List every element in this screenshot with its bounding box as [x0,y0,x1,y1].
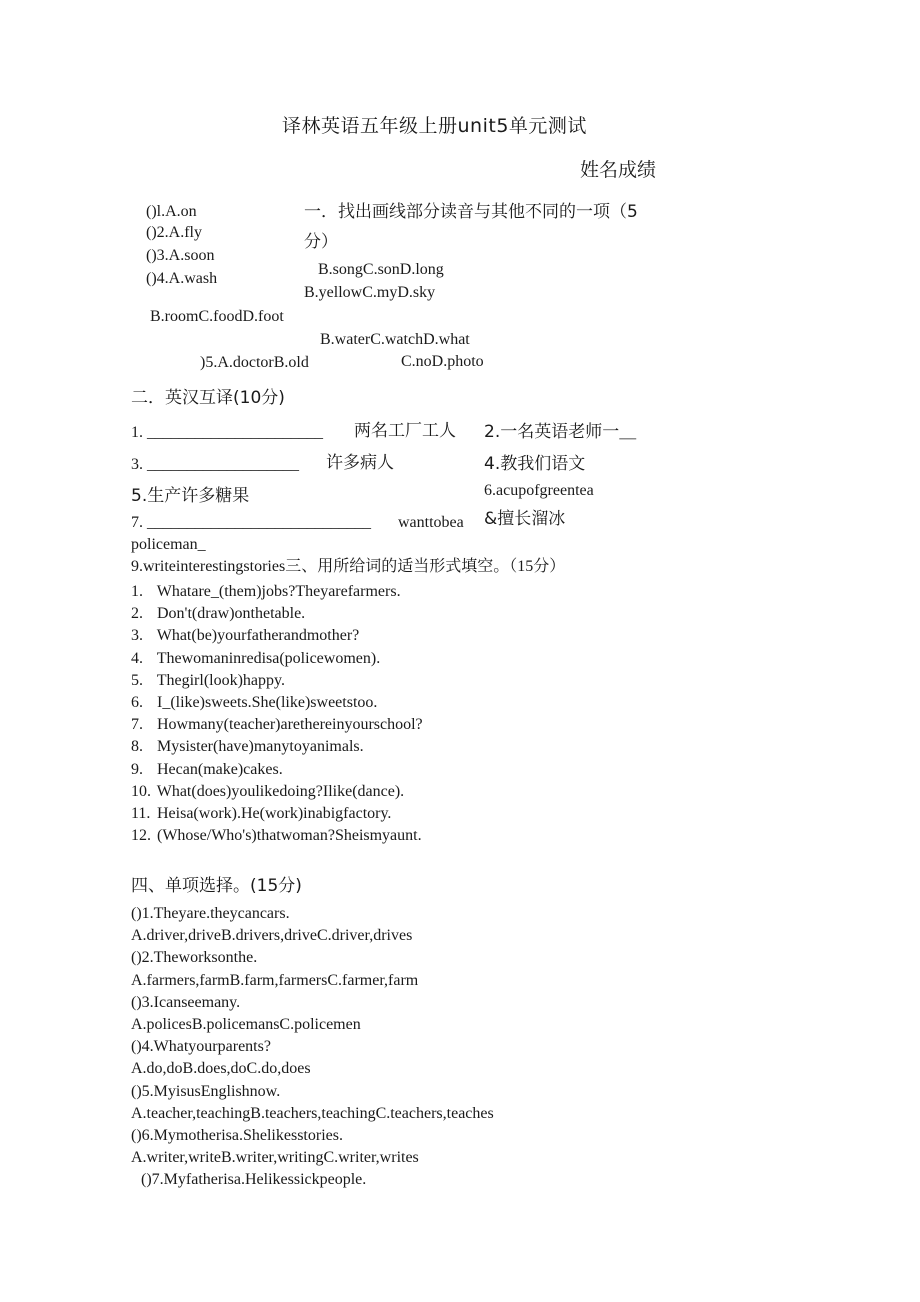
section3-list [131,581,423,847]
list-item: ()6.Mymotherisa.Shelikesstories. [131,1127,343,1145]
list-item: A.driver,driveB.drivers,driveC.driver,drives [131,927,413,945]
section4-list [131,903,494,1192]
list-item: 5. Thegirl(look)happy. [131,671,285,689]
translate-3-text: 许多病人 [326,453,394,473]
translate-7-continued: policeman_ [131,536,206,553]
translate-4: 4.教我们语文 [484,454,586,474]
page-title: 译林英语五年级上册unit5单元测试 [282,115,587,137]
question-1-options: B.songC.sonD.long [318,261,444,278]
list-item: ()2.Theworksonthe. [131,949,258,967]
list-item: ()5.MyisusEnglishnow. [131,1082,281,1100]
translate-2: 2.一名英语老师一＿ [484,422,637,442]
question-5: )5.A.doctorB.old [200,354,309,371]
question-4: ()4.A.wash [146,270,218,287]
section2-heading: 二．英汉互译(10分) [131,388,285,408]
translate-7-blank: 7. ____________________________ [131,514,371,531]
translate-1-blank: 1. ______________________ [131,424,323,441]
translate-9-and-section3-heading: 9.writeinterestingstories三、用所给词的适当形式填空。（15分） [131,558,566,575]
list-item: 11. Heisa(work).He(work)inabigfactory. [131,805,392,823]
question-5-options: C.noD.photo [401,353,484,370]
translate-8: &擅长溜冰 [484,509,566,529]
list-item: 1. Whatare_(them)jobs?Theyarefarmers. [131,583,401,600]
section4-heading: 四、单项选择。(15分) [131,876,302,896]
list-item: ()1.Theyare.theycancars. [131,905,290,922]
translate-1-text: 两名工厂工人 [354,421,456,441]
list-item: 6. I_(like)sweets.She(like)sweetstoo. [131,694,378,712]
section1-heading: 一．找出画线部分读音与其他不同的一项（5 [304,202,638,222]
translate-7-text: wanttobea [398,514,464,531]
list-item: ()7.Myfatherisa.Helikessickpeople. [141,1171,367,1189]
question-2: ()2.A.fly [146,224,202,241]
name-grade-label: 姓名成绩 [580,159,657,181]
question-2-options: B.yellowC.myD.sky [304,284,436,301]
translate-5: 5.生产许多糖果 [131,486,250,506]
question-4-options: B.waterC.watchD.what [320,331,470,348]
list-item: 9. Hecan(make)cakes. [131,760,283,778]
list-item: 4. Thewomaninredisa(policewomen). [131,649,381,667]
list-item: 3. What(be)yourfatherandmother? [131,627,360,645]
question-1: ()l.A.on [146,203,197,220]
list-item: A.writer,writeB.writer,writingC.writer,writes [131,1149,419,1167]
translate-6: 6.acupofgreentea [484,482,594,499]
list-item: A.farmers,farmB.farm,farmersC.farmer,farm [131,971,419,989]
list-item: A.policesB.policemansC.policemen [131,1016,361,1034]
list-item: A.do,doB.does,doC.do,does [131,1060,311,1078]
list-item: 7. Howmany(teacher)arethereinyourschool? [131,716,423,734]
list-item: 10. What(does)youlikedoing?Ilike(dance). [131,782,405,800]
list-item: ()4.Whatyourparents? [131,1038,271,1056]
list-item: A.teacher,teachingB.teachers,teachingC.teachers,teaches [131,1104,494,1122]
translate-3-blank: 3. ___________________ [131,456,299,473]
list-item: 2. Don't(draw)onthetable. [131,605,306,623]
list-item: ()3.Icanseemany. [131,993,241,1011]
list-item: 8. Mysister(have)manytoyanimals. [131,738,364,756]
question-3-options: B.roomC.foodD.foot [150,308,284,325]
question-3: ()3.A.soon [146,247,215,264]
list-item: 12. (Whose/Who's)thatwoman?Sheismyaunt. [131,827,422,845]
section1-heading-cont: 分） [304,232,338,252]
